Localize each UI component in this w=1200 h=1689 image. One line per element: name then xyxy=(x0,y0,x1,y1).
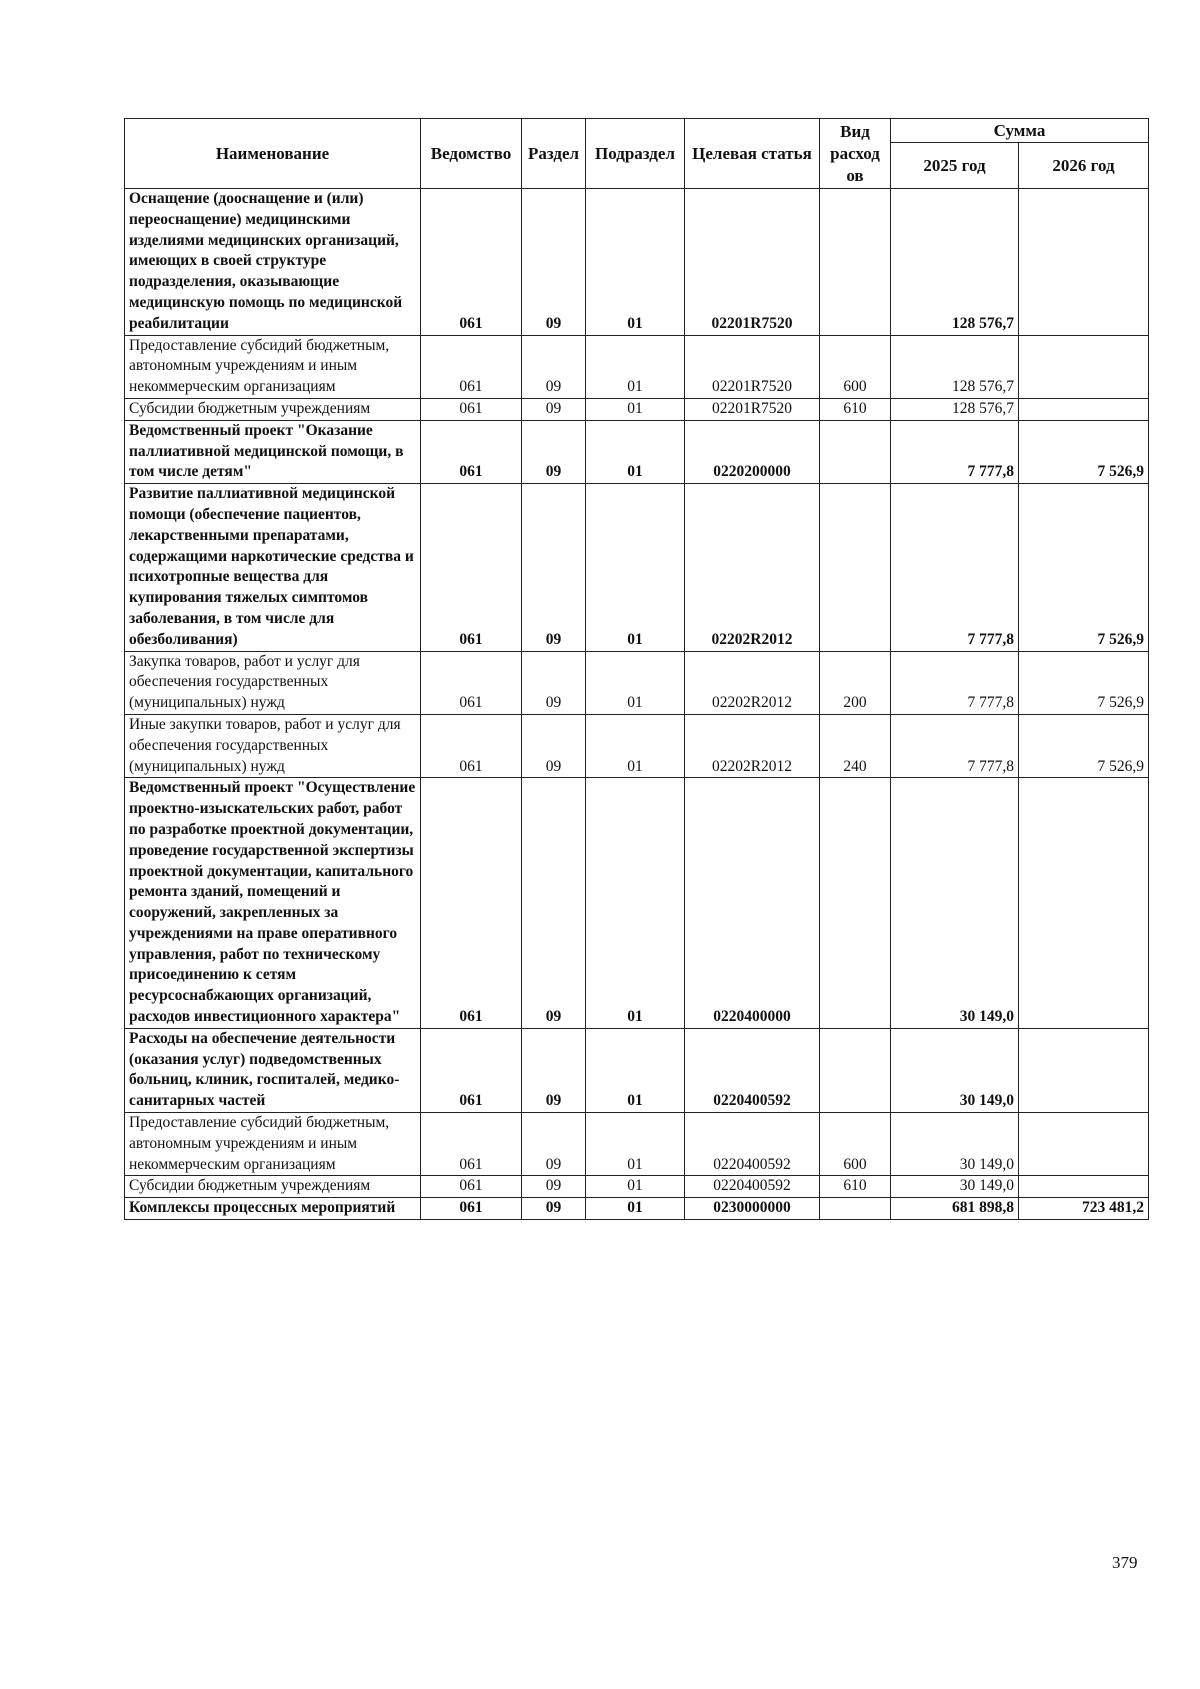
row-article: 02201R7520 xyxy=(685,398,820,420)
header-year-2026: 2026 год xyxy=(1019,143,1149,189)
row-article: 02201R7520 xyxy=(685,189,820,336)
row-ministry: 061 xyxy=(421,1198,522,1220)
row-subsection: 01 xyxy=(586,714,685,777)
row-type: 600 xyxy=(820,335,891,398)
table-row xyxy=(125,189,1149,336)
row-article: 0220400592 xyxy=(685,1176,820,1198)
row-name: Комплексы процессных мероприятий xyxy=(125,1198,421,1220)
row-2026 xyxy=(1019,1113,1149,1176)
row-article: 0220200000 xyxy=(685,420,820,483)
row-type xyxy=(820,1028,891,1112)
row-type: 610 xyxy=(820,398,891,420)
row-ministry: 061 xyxy=(421,778,522,1029)
row-name: Ведомственный проект "Оказание паллиативной медицинской помощи, в том числе детям" xyxy=(125,420,421,483)
row-2025: 681 898,8 xyxy=(891,1198,1019,1220)
row-article: 0220400592 xyxy=(685,1113,820,1176)
row-name: Субсидии бюджетным учреждениям xyxy=(125,1176,421,1198)
row-type xyxy=(820,484,891,651)
header-name: Наименование xyxy=(125,119,421,189)
row-name: Развитие паллиативной медицинской помощи (обеспечение пациентов, лекарственными препаратами, содержащими наркотические средства и психотропные вещества для купирования тяжелых симптомов заболевания, в том числе для обезболивания) xyxy=(125,484,421,651)
row-2026: 7 526,9 xyxy=(1019,651,1149,714)
header-sum: Сумма xyxy=(891,119,1149,143)
row-type: 600 xyxy=(820,1113,891,1176)
row-2026 xyxy=(1019,778,1149,1029)
row-2026 xyxy=(1019,335,1149,398)
row-subsection: 01 xyxy=(586,335,685,398)
row-section: 09 xyxy=(522,335,586,398)
header-target-article: Целевая статья xyxy=(685,119,820,189)
row-name: Предоставление субсидий бюджетным, автономным учреждениям и иным некоммерческим организациям xyxy=(125,335,421,398)
row-2026 xyxy=(1019,1176,1149,1198)
row-subsection: 01 xyxy=(586,651,685,714)
row-article: 02202R2012 xyxy=(685,714,820,777)
row-2025: 7 777,8 xyxy=(891,714,1019,777)
row-type xyxy=(820,778,891,1029)
row-name: Закупка товаров, работ и услуг для обеспечения государственных (муниципальных) нужд xyxy=(125,651,421,714)
row-2026 xyxy=(1019,1028,1149,1112)
row-subsection: 01 xyxy=(586,1028,685,1112)
row-2026 xyxy=(1019,398,1149,420)
row-2026: 7 526,9 xyxy=(1019,714,1149,777)
row-2025: 128 576,7 xyxy=(891,335,1019,398)
table-row xyxy=(125,1198,1149,1220)
row-name: Расходы на обеспечение деятельности (оказания услуг) подведомственных больниц, клиник, госпиталей, медико-санитарных частей xyxy=(125,1028,421,1112)
table-row xyxy=(125,1028,1149,1112)
header-subsection: Подраздел xyxy=(586,119,685,189)
row-section: 09 xyxy=(522,1113,586,1176)
row-2026 xyxy=(1019,189,1149,336)
row-type xyxy=(820,420,891,483)
row-2025: 128 576,7 xyxy=(891,189,1019,336)
row-name: Оснащение (дооснащение и (или) переоснащение) медицинскими изделиями медицинских организаций, имеющих в своей структуре подразделения, оказывающие медицинскую помощь по медицинской реабилитации xyxy=(125,189,421,336)
row-name: Субсидии бюджетным учреждениям xyxy=(125,398,421,420)
row-subsection: 01 xyxy=(586,189,685,336)
row-section: 09 xyxy=(522,398,586,420)
row-type xyxy=(820,1198,891,1220)
row-ministry: 061 xyxy=(421,1176,522,1198)
table-row xyxy=(125,1113,1149,1176)
row-ministry: 061 xyxy=(421,651,522,714)
row-article: 0230000000 xyxy=(685,1198,820,1220)
row-article: 0220400000 xyxy=(685,778,820,1029)
row-2025: 30 149,0 xyxy=(891,1176,1019,1198)
header-expense-type: Вид расход ов xyxy=(820,119,891,189)
row-type: 240 xyxy=(820,714,891,777)
row-ministry: 061 xyxy=(421,420,522,483)
page-number: 379 xyxy=(1112,1553,1138,1572)
row-section: 09 xyxy=(522,1198,586,1220)
table-header xyxy=(125,119,1149,189)
budget-table xyxy=(124,118,1149,1220)
table-row xyxy=(125,398,1149,420)
table-row xyxy=(125,420,1149,483)
row-2025: 128 576,7 xyxy=(891,398,1019,420)
row-ministry: 061 xyxy=(421,484,522,651)
row-section: 09 xyxy=(522,651,586,714)
header-year-2025: 2025 год xyxy=(891,143,1019,189)
row-ministry: 061 xyxy=(421,1028,522,1112)
row-article: 02202R2012 xyxy=(685,651,820,714)
row-subsection: 01 xyxy=(586,1113,685,1176)
row-type xyxy=(820,189,891,336)
row-subsection: 01 xyxy=(586,1176,685,1198)
row-2025: 7 777,8 xyxy=(891,651,1019,714)
header-ministry: Ведомство xyxy=(421,119,522,189)
row-ministry: 061 xyxy=(421,398,522,420)
row-article: 0220400592 xyxy=(685,1028,820,1112)
header-section: Раздел xyxy=(522,119,586,189)
row-2026: 7 526,9 xyxy=(1019,484,1149,651)
row-section: 09 xyxy=(522,778,586,1029)
table-row xyxy=(125,1176,1149,1198)
row-2026: 7 526,9 xyxy=(1019,420,1149,483)
row-subsection: 01 xyxy=(586,778,685,1029)
row-subsection: 01 xyxy=(586,398,685,420)
row-2025: 30 149,0 xyxy=(891,1113,1019,1176)
row-section: 09 xyxy=(522,714,586,777)
table-body xyxy=(125,189,1149,1220)
table-row xyxy=(125,484,1149,651)
row-name: Предоставление субсидий бюджетным, автономным учреждениям и иным некоммерческим организациям xyxy=(125,1113,421,1176)
row-subsection: 01 xyxy=(586,420,685,483)
row-subsection: 01 xyxy=(586,484,685,651)
row-article: 02202R2012 xyxy=(685,484,820,651)
row-name: Ведомственный проект "Осуществление проектно-изыскательских работ, работ по разработке проектной документации, проведение государственной экспертизы проектной документации, капитального ремонта зданий, помещений и сооружений, закрепленных за учреждениями на праве оперативного управления, работ по техническому присоединению к сетям ресурсоснабжающих организаций, расходов инвестиционного характера" xyxy=(125,778,421,1029)
row-section: 09 xyxy=(522,1176,586,1198)
row-type: 200 xyxy=(820,651,891,714)
row-type: 610 xyxy=(820,1176,891,1198)
row-section: 09 xyxy=(522,189,586,336)
row-section: 09 xyxy=(522,1028,586,1112)
row-2025: 30 149,0 xyxy=(891,778,1019,1029)
row-ministry: 061 xyxy=(421,714,522,777)
row-section: 09 xyxy=(522,484,586,651)
table-row xyxy=(125,714,1149,777)
table-row xyxy=(125,651,1149,714)
row-ministry: 061 xyxy=(421,1113,522,1176)
row-name: Иные закупки товаров, работ и услуг для обеспечения государственных (муниципальных) нужд xyxy=(125,714,421,777)
row-article: 02201R7520 xyxy=(685,335,820,398)
row-2026: 723 481,2 xyxy=(1019,1198,1149,1220)
row-subsection: 01 xyxy=(586,1198,685,1220)
table-row xyxy=(125,778,1149,1029)
row-section: 09 xyxy=(522,420,586,483)
table-row xyxy=(125,335,1149,398)
row-2025: 7 777,8 xyxy=(891,484,1019,651)
row-2025: 30 149,0 xyxy=(891,1028,1019,1112)
row-ministry: 061 xyxy=(421,335,522,398)
row-2025: 7 777,8 xyxy=(891,420,1019,483)
row-ministry: 061 xyxy=(421,189,522,336)
